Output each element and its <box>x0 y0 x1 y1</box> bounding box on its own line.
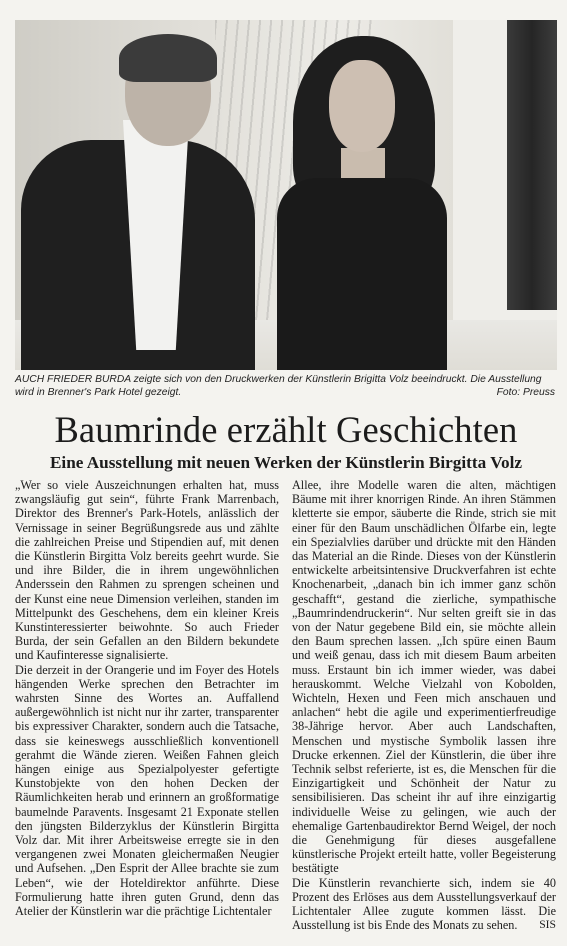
author-signature: SIS <box>539 918 556 932</box>
photo-caption <box>15 373 555 399</box>
photo-curtain <box>507 20 557 310</box>
paragraph: „Wer so viele Auszeichnungen erhalten hat, muss zwangsläufig gut sein“, führte Frank Marrenbach, Direktor des Brenner's Park-Hotels, anlässlich der Vernissage in seiner Begrüßungsrede aus und zählte die zahlreichen Preise und Stipendien auf, mit denen die Künstlerin Birgitta Volz bereits geehrt wurde. Sie und ihre Bilder, die in ihrem ungewöhnlichen Anderssein den Rahmen zu sprengen scheinen und der Kunst eine neue Dimension verleihen, standen im Mittelpunkt des Geschehens, dem ein kleiner Kreis Kunstinteressierter beiwohnte. So auch Frieder Burda, der sein Gefallen an den Bildern bekundete und Kaufinteresse signalisierte. <box>15 478 279 663</box>
photo-woman-dress <box>277 178 447 370</box>
article-photo <box>15 20 557 370</box>
caption-lead: AUCH FRIEDER BURDA <box>15 374 131 385</box>
caption-text: zeigte sich von den Druckwerken der Künstlerin Brigitta Volz beeindruckt. Die Ausstellung wird in Brenner's Park Hotel gezeigt. <box>15 374 542 398</box>
photo-man-hair <box>119 34 217 82</box>
article-subheadline: Eine Ausstellung mit neuen Werken der Künstlerin Birgitta Volz <box>49 453 523 472</box>
article-column-left <box>15 478 279 918</box>
paragraph <box>292 876 556 933</box>
article-headline: Baumrinde erzählt Geschichten <box>54 409 518 450</box>
paragraph: Die derzeit in der Orangerie und im Foyer des Hotels hängenden Werke sprechen den Betrachter im wahrsten Sinne des Wortes an. Auffallend außergewöhnlich ist nicht nur ihr zarter, transparenter bis expressiver Charakter, sondern auch die Tatsache, dass sie keineswegs ausschließlich konventionell gerahmt die Wände zieren. Weißen Fahnen gleich hängen einige aus Spezialpolyester gefertigte Kunstobjekte von den hohen Decken der Räumlichkeiten herab und erinnern an großformatige baumelnde Paravents. Insgesamt 21 Exponate stellen den jüngsten Bilderzyklus der Künstlerin Birgitta Volz dar. Mit ihrer Arbeitsweise erregte sie in den vergangenen zwei Monaten gleichermaßen Neugier und Aufsehen. „Den Esprit der Allee brachte sie zum Leben“, wie der Hoteldirektor anführte. Diese Formulierung hatte ihren guten Grund, denn das Atelier der Künstlerin war die prächtige Lichtentaler <box>15 662 279 919</box>
article-column-right <box>292 478 556 933</box>
paragraph-text: Die Künstlerin revanchierte sich, indem sie 40 Prozent des Erlöses aus dem Ausstellungsverkauf der Lichtentaler Allee zugute kommen lässt. Die Ausstellung ist bis Ende des Monats zu sehen. <box>292 875 556 933</box>
photo-credit: Foto: Preuss <box>496 387 555 398</box>
photo-woman-face <box>329 60 395 152</box>
paragraph: Allee, ihre Modelle waren die alten, mächtigen Bäume mit ihrer knorrigen Rinde. An ihren Stämmen kletterte sie empor, säuberte die Rinde, strich sie mit einer für den Baum unschädlichen Ölfarbe ein, legte ein Spezialvlies darüber und drückte mit den Händen das Material an die Rinde. Dieses von der Künstlerin entwickelte arbeitsintensive Druckverfahren ist echte Knochenarbeit, „danach bin ich immer ganz schön geschafft“, gestand die zierliche, sympathische „Baumrindendruckerin“. Nur selten greift sie in das von der Natur gegebene Bild ein, sie möchte allein den Baum sprechen lassen. „Ich spüre einen Baum und weiß genau, dass ich mit diesem Baum arbeiten muss. Erstaunt bin ich immer wieder, was dabei herauskommt. Welche Vielzahl von Kobolden, Wichteln, Hexen und Feen mich anschauen und anlachen“ hebt die agile und experimentierfreudige 38-Jährige hervor. Aber auch Landschaften, Menschen und mystische Symbolik lassen ihre Drucke erkennen. Ziel der Künstlerin, die über ihre Technik selbst referierte, ist es, die Menschen für die Einzigartigkeit und Schönheit der Natur zu sensibilisieren. Das scheint ihr auf ihre einzigartig individuelle Weise zu gelingen, wie auch der ehemalige Gartenbaudirektor Bernd Weigel, der noch die Genehmigung für dieses ausgefallene künstlerische Projekt erteilt hatte, voller Begeisterung bestätigte <box>292 478 556 876</box>
